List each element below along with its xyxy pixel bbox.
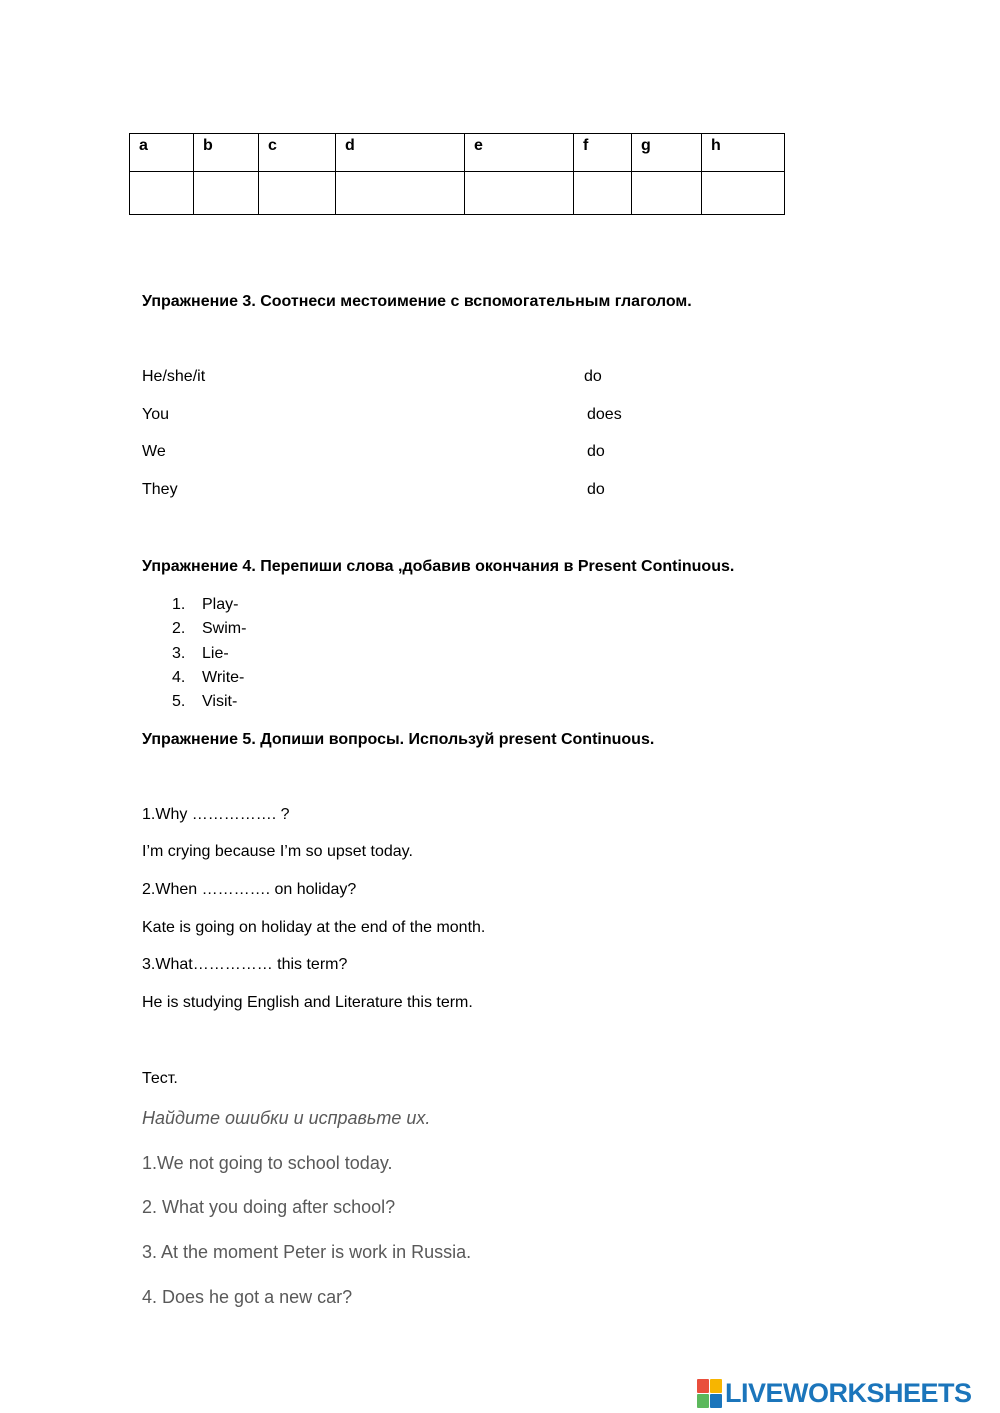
grid-answer-cell[interactable] [130, 172, 194, 215]
verb-item: do [584, 368, 602, 385]
list-item [142, 690, 246, 714]
question-line: 2.When …………. on holiday? [142, 881, 357, 898]
grid-header-cell: h [702, 134, 785, 172]
grid-header-cell: f [574, 134, 632, 172]
answer-grid [129, 133, 785, 215]
answer-line: He is studying English and Literature this term. [142, 994, 473, 1011]
pronoun-item: You [142, 406, 169, 423]
question-line: 3.What…………… this term? [142, 956, 348, 973]
list-item [142, 593, 246, 617]
exercise-3-heading: Упражнение 3. Соотнеси местоимение с вспомогательным глаголом. [142, 293, 692, 310]
list-word: Lie- [202, 644, 229, 662]
list-item [142, 642, 246, 666]
grid-header-cell: e [465, 134, 574, 172]
list-number: 4. [172, 668, 186, 686]
list-number: 3. [172, 644, 186, 662]
list-word: Play- [202, 596, 239, 613]
test-instruction: Найдите ошибки и исправьте их. [142, 1108, 431, 1128]
grid-header-cell: d [336, 134, 465, 172]
list-word: Visit- [202, 693, 238, 711]
list-number: 2. [172, 620, 186, 638]
exercise-5-heading: Упражнение 5. Допиши вопросы. Используй present Continuous. [142, 731, 655, 748]
liveworksheets-logo-icon [697, 1379, 723, 1409]
question-line: 1.Why ……………. ? [142, 806, 290, 823]
grid-answer-cell[interactable] [194, 172, 259, 215]
list-item [142, 666, 246, 690]
grid-answer-cell[interactable] [465, 172, 574, 215]
list-number: 5. [172, 693, 186, 711]
grid-answer-cell[interactable] [336, 172, 465, 215]
grid-answer-cell[interactable] [632, 172, 702, 215]
verb-item: do [587, 481, 605, 498]
list-word: Write- [202, 668, 245, 686]
verb-item: do [587, 443, 605, 460]
grid-answer-cell[interactable] [259, 172, 336, 215]
test-sentence: 2. What you doing after school? [142, 1197, 396, 1217]
test-sentence: 3. At the moment Peter is work in Russia. [142, 1242, 472, 1262]
pronoun-item: They [142, 481, 178, 498]
verb-item: does [587, 406, 622, 423]
answer-line: Kate is going on holiday at the end of the month. [142, 919, 486, 936]
test-title: Тест. [142, 1070, 178, 1087]
grid-header-cell: b [194, 134, 259, 172]
test-sentence: 4. Does he got a new car? [142, 1287, 353, 1307]
logo-text: LIVEWORKSHEETS [725, 1378, 972, 1408]
grid-answer-cell[interactable] [574, 172, 632, 215]
grid-header-cell: a [130, 134, 194, 172]
test-sentence: 1.We not going to school today. [142, 1153, 393, 1173]
list-number: 1. [172, 596, 186, 613]
exercise-4-heading: Упражнение 4. Перепиши слова ,добавив окончания в Present Continuous. [142, 558, 735, 575]
list-item [142, 617, 246, 641]
answer-line: I’m crying because I’m so upset today. [142, 843, 413, 860]
grid-header-cell: c [259, 134, 336, 172]
pronoun-item: We [142, 443, 166, 460]
liveworksheets-logo [697, 1378, 972, 1409]
list-word: Swim- [202, 620, 247, 638]
grid-answer-cell[interactable] [702, 172, 785, 215]
word-list [142, 593, 246, 714]
pronoun-item: He/she/it [142, 368, 206, 385]
grid-header-cell: g [632, 134, 702, 172]
